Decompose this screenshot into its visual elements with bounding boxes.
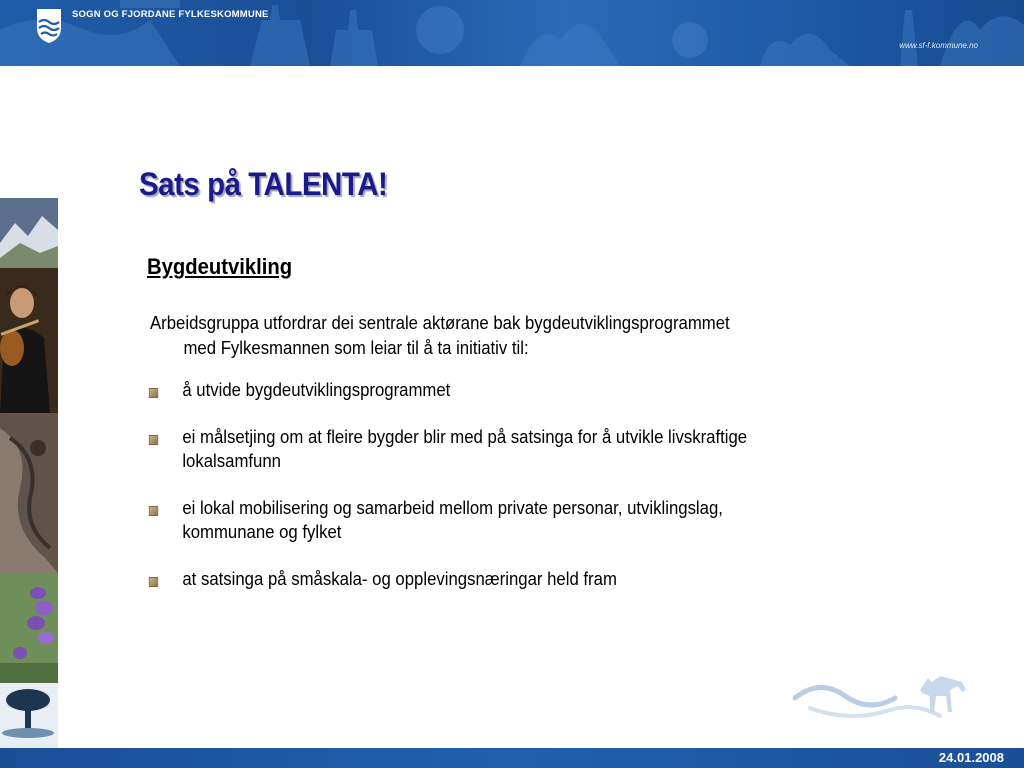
header-banner [0,0,1024,66]
website-text: www.sf-f.kommune.no [899,41,978,50]
bullet-text: ei målsetjing om at fleire bygder blir med på satsinga for å utvikle livskraftige [182,427,748,447]
photo-strip [0,198,58,748]
footer-bar [0,748,1024,768]
organization-name: SOGN OG FJORDANE FYLKESKOMMUNE [72,9,269,20]
bullet-square-icon [149,435,158,445]
bullet-text-continued: lokalsamfunn [182,451,281,471]
bullet-text-continued: kommunane og fylket [182,522,342,542]
bullet-square-icon [149,388,158,398]
intro-line-1: Arbeidsgruppa utfordrar dei sentrale aktørane bak bygdeutviklingsprogrammet [150,313,730,333]
list-item [147,496,817,544]
list-item [147,567,817,591]
horse-wave-icon [790,668,980,730]
list-item [147,378,817,402]
bullet-square-icon [149,506,158,516]
section-heading: Bygdeutvikling [147,254,293,279]
slide-title: Sats på TALENTA! [139,166,388,202]
bullet-text: at satsinga på småskala- og opplevingsnæringar held fram [182,569,617,589]
bullet-list [147,378,867,614]
bullet-text: å utvide bygdeutviklingsprogrammet [182,380,451,400]
list-item [147,425,817,473]
footer-date: 24.01.2008 [938,750,1004,765]
bullet-text: ei lokal mobilisering og samarbeid mellom private personar, utviklingslag, [182,498,723,518]
county-crest-icon [36,8,62,44]
intro-line-2: med Fylkesmannen som leiar til å ta initiativ til: [183,338,529,358]
intro-paragraph [150,311,782,361]
bullet-square-icon [149,577,158,587]
